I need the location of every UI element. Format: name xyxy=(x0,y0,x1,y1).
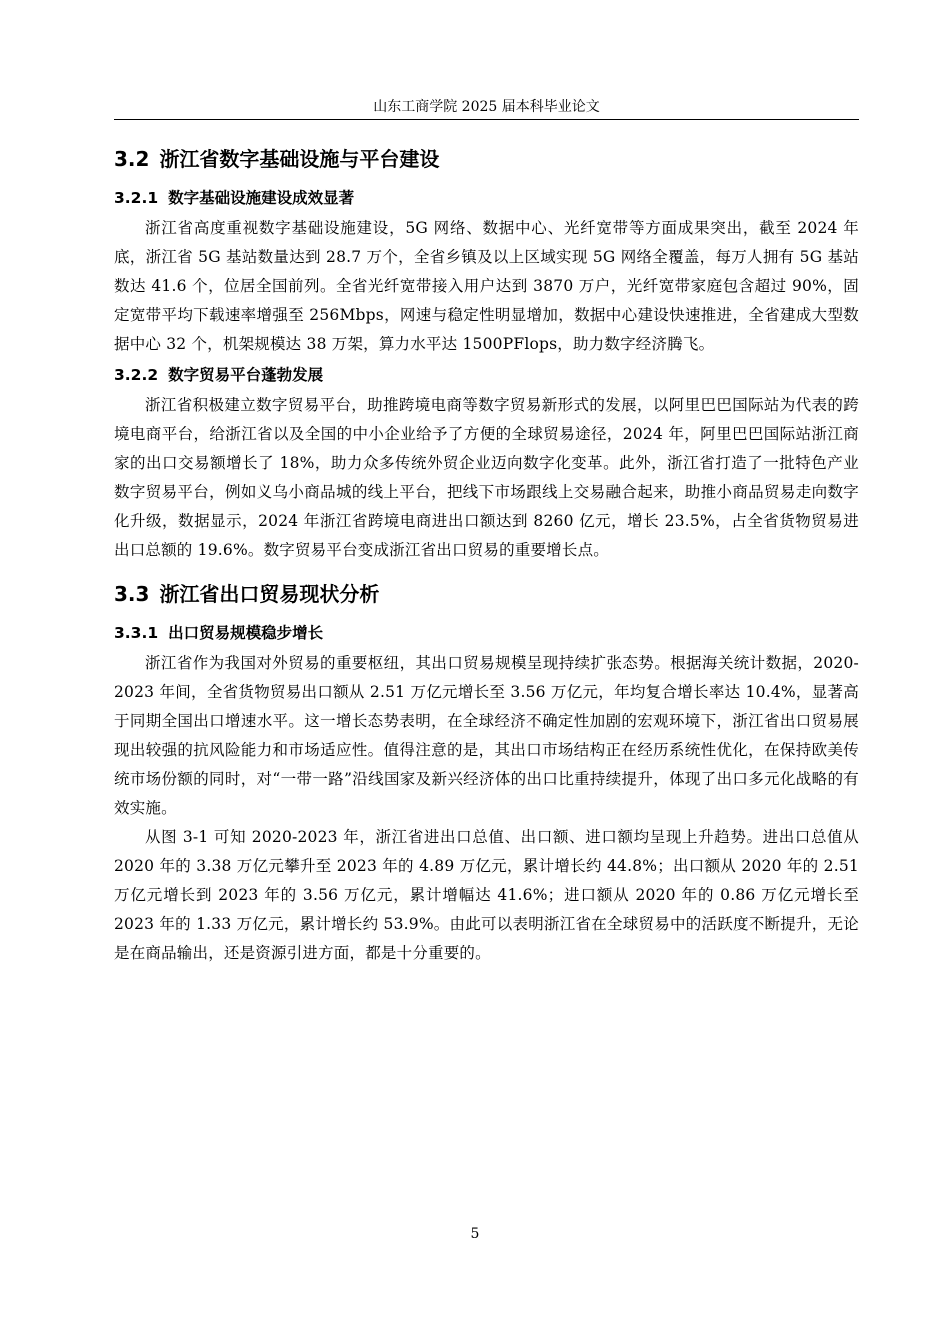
section-heading xyxy=(114,577,859,611)
subsection-number: 3.2.1 xyxy=(114,189,159,207)
subsection-title: 数字基础设施建设成效显著 xyxy=(168,189,355,207)
page-content xyxy=(114,142,859,968)
body-paragraph: 浙江省作为我国对外贸易的重要枢纽，其出口贸易规模呈现持续扩张态势。根据海关统计数据，2020-2023 年间，全省货物贸易出口额从 2.51 万亿元增长至 3.56 万亿元，年均复合增长率达 10.4%，显著高于同期全国出口增速水平。这一增长态势表明，在全球经济不确定性加剧的宏观环境下，浙江省出口贸易展现出较强的抗风险能力和市场适应性。值得注意的是，其出口市场结构正在经历系统性优化，在保持欧美传统市场份额的同时，对“一带一路”沿线国家及新兴经济体的出口比重持续提升，体现了出口多元化战略的有效实施。 xyxy=(114,654,859,817)
subsection-number: 3.2.2 xyxy=(114,366,159,384)
subsection-title: 出口贸易规模稳步增长 xyxy=(168,624,324,642)
section-title: 浙江省数字基础设施与平台建设 xyxy=(159,147,440,171)
running-header: 山东工商学院 2025 届本科毕业论文 xyxy=(373,99,600,115)
subsection-heading xyxy=(114,359,859,391)
body-paragraph: 浙江省高度重视数字基础设施建设，5G 网络、数据中心、光纤宽带等方面成果突出，截至 2024 年底，浙江省 5G 基站数量达到 28.7 万个，全省乡镇及以上区域实现 5G 网络全覆盖，每万人拥有 5G 基站数达 41.6 个，位居全国前列。全省光纤宽带接入用户达到 3870 万户，光纤宽带家庭包含超过 90%，固定宽带平均下载速率增强至 256Mbps，网速与稳定性明显增加，数据中心建设快速推进，全省建成大型数据中心 32 个，机架规模达 38 万架，算力水平达 1500PFlops，助力数字经济腾飞。 xyxy=(114,219,859,353)
section-number: 3.3 xyxy=(114,582,150,606)
section-title: 浙江省出口贸易现状分析 xyxy=(159,582,380,606)
subsection-number: 3.3.1 xyxy=(114,624,159,642)
subsection-heading xyxy=(114,182,859,214)
body-paragraph: 从图 3-1 可知 2020-2023 年，浙江省进出口总值、出口额、进口额均呈现上升趋势。进出口总值从 2020 年的 3.38 万亿元攀升至 2023 年的 4.89 万亿元，累计增长约 44.8%；出口额从 2020 年的 2.51 万亿元增长到 2023 年的 3.56 万亿元，累计增幅达 41.6%；进口额从 2020 年的 0.86 万亿元增长至 2023 年的 1.33 万亿元，累计增长约 53.9%。由此可以表明浙江省在全球贸易中的活跃度不断提升，无论是在商品输出，还是资源引进方面，都是十分重要的。 xyxy=(114,828,859,962)
subsection-title: 数字贸易平台蓬勃发展 xyxy=(168,366,324,384)
section-heading xyxy=(114,142,859,176)
page-number: 5 xyxy=(470,1226,480,1242)
section-number: 3.2 xyxy=(114,147,150,171)
body-paragraph: 浙江省积极建立数字贸易平台，助推跨境电商等数字贸易新形式的发展，以阿里巴巴国际站为代表的跨境电商平台，给浙江省以及全国的中小企业给予了方便的全球贸易途径，2024 年，阿里巴巴国际站浙江商家的出口交易额增长了 18%，助力众多传统外贸企业迈向数字化变革。此外，浙江省打造了一批特色产业数字贸易平台，例如义乌小商品城的线上平台，把线下市场跟线上交易融合起来，助推小商品贸易走向数字化升级，数据显示，2024 年浙江省跨境电商进出口额达到 8260 亿元，增长 23.5%，占全省货物贸易进出口总额的 19.6%。数字贸易平台变成浙江省出口贸易的重要增长点。 xyxy=(114,396,859,559)
header-rule xyxy=(114,119,859,120)
subsection-heading xyxy=(114,617,859,649)
